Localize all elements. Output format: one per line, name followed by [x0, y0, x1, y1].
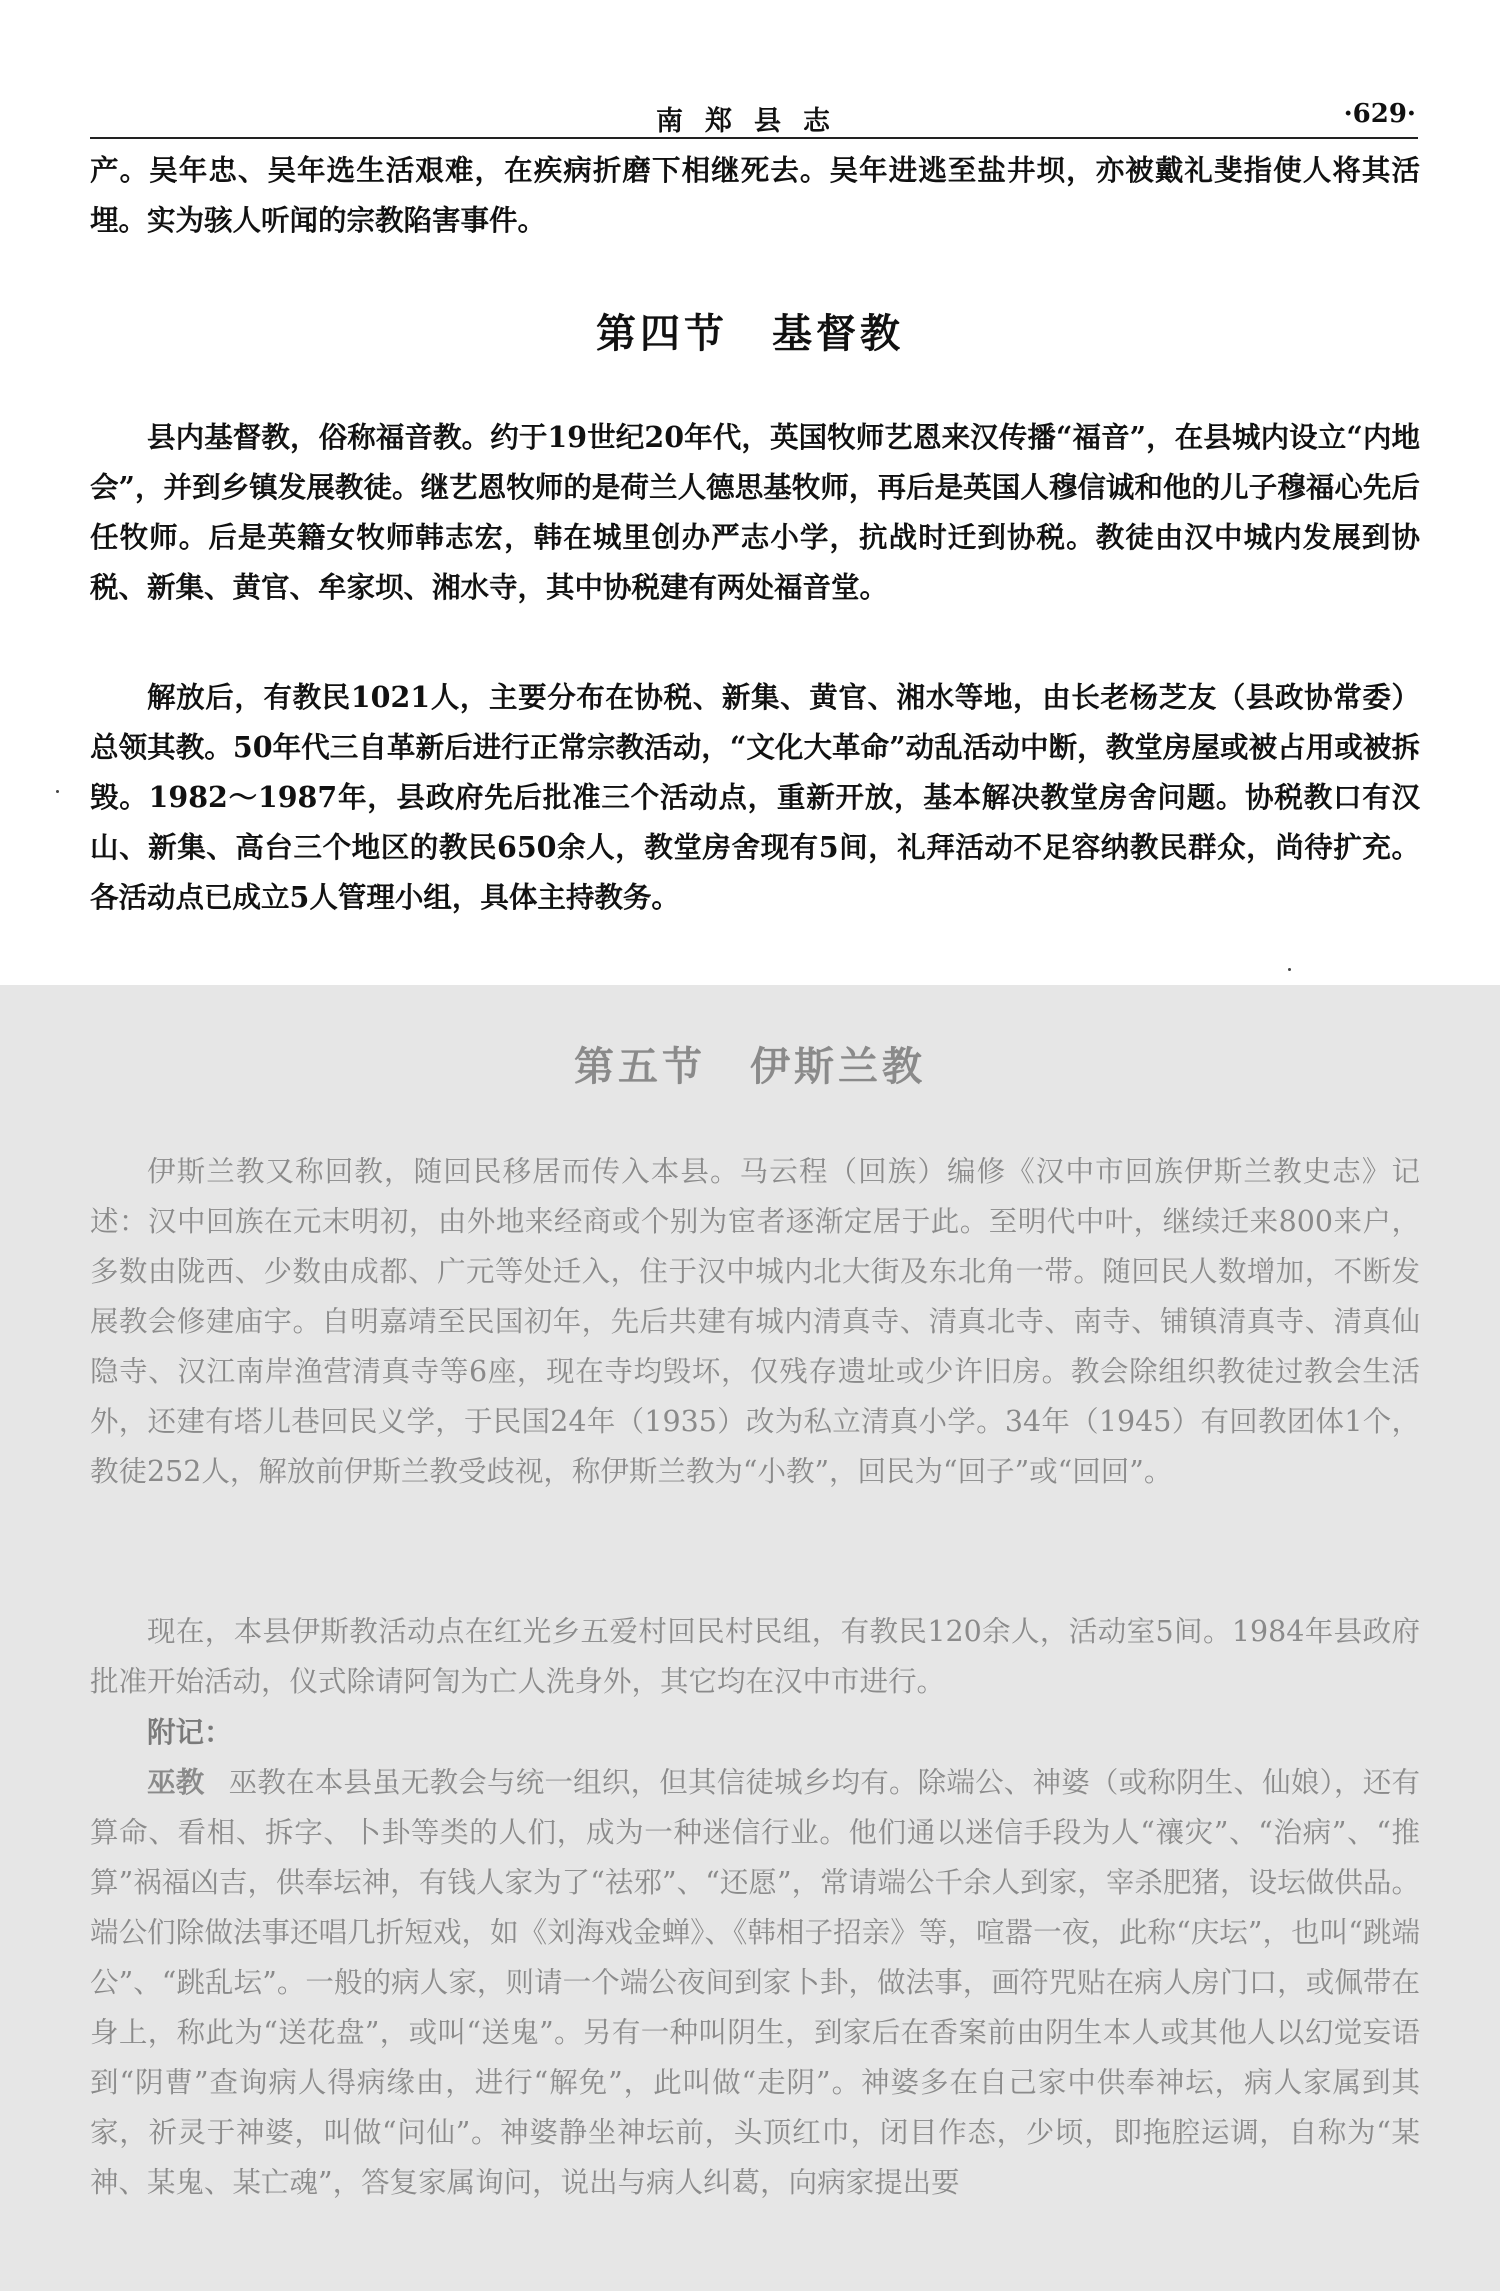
section-4-heading	[0, 302, 1500, 359]
scan-speck	[56, 790, 59, 793]
islam-paragraph-1: 伊斯兰教又称回教，随回民移居而传入本县。马云程（回族）编修《汉中市回族伊斯兰教史志》记述：汉中回族在元末明初，由外地来经商或个别为宦者逐渐定居于此。至明代中叶，继续迁来800来户，多数由陇西、少数由成都、广元等处迁入，住于汉中城内北大街及东北角一带。随回民人数增加，不断发展教会修建庙宇。自明嘉靖至民国初年，先后共建有城内清真寺、清真北寺、南寺、铺镇清真寺、清真仙隐寺、汉江南岸渔营清真寺等6座，现在寺均毁坏，仅残存遗址或少许旧房。教会除组织教徒过教会生活外，还建有塔儿巷回民义学，于民国24年（1935）改为私立清真小学。34年（1945）有回教团体1个，教徒252人，解放前伊斯兰教受歧视，称伊斯兰教为“小教”，回民为“回子”或“回回”。	[90, 1155, 1420, 1488]
appendix-label	[90, 1707, 1420, 1758]
scan-speck	[1288, 968, 1291, 971]
wu-religion-lead: 巫教	[147, 1765, 205, 1799]
section-5-number: 第五节	[574, 1043, 706, 1090]
continuation-paragraph: 产。吴年忠、吴年选生活艰难，在疾病折磨下相继死去。吴年进逃至盐井坝，亦被戴礼斐指使人将其活埋。实为骇人听闻的宗教陷害事件。	[90, 153, 1420, 237]
islam-paragraph-2: 现在，本县伊斯教活动点在红光乡五爱村回民村民组，有教民120余人，活动室5间。1984年县政府批准开始活动，仪式除请阿訇为亡人洗身外，其它均在汉中市进行。	[90, 1615, 1420, 1698]
christianity-paragraph-1: 县内基督教，俗称福音教。约于19世纪20年代，英国牧师艺恩来汉传播“福音”，在县城内设立“内地会”，并到乡镇发展教徒。继艺恩牧师的是荷兰人德思基牧师，再后是英国人穆信诚和他的儿子穆福心先后任牧师。后是英籍女牧师韩志宏，韩在城里创办严志小学，抗战时迁到协税。教徒由汉中城内发展到协税、新集、黄官、牟家坝、湘水寺，其中协税建有两处福音堂。	[90, 420, 1420, 604]
faded-scan-region	[0, 985, 1500, 2291]
wu-religion-text: 巫教在本县虽无教会与统一组织，但其信徒城乡均有。除端公、神婆（或称阴生、仙娘），还有算命、看相、拆字、卜卦等类的人们，成为一种迷信行业。他们通以迷信手段为人“禳灾”、“治病”、“推算”祸福凶吉，供奉坛神，有钱人家为了“祛邪”、“还愿”，常请端公千余人到家，宰杀肥猪，设坛做供品。端公们除做法事还唱几折短戏，如《刘海戏金蝉》、《韩相子招亲》等，喧嚣一夜，此称“庆坛”，也叫“跳端公”、“跳乱坛”。一般的病人家，则请一个端公夜间到家卜卦，做法事，画符咒贴在病人房门口，或佩带在身上，称此为“送花盘”，或叫“送鬼”。另有一种叫阴生，到家后在香案前由阴生本人或其他人以幻觉妄语到“阴曹”查询病人得病缘由，进行“解免”，此叫做“走阴”。神婆多在自己家中供奉神坛，病人家属到其家，祈灵于神婆，叫做“问仙”。神婆静坐神坛前，头顶红巾，闭目作态，少顷，即拖腔运调，自称为“某神、某鬼、某亡魂”，答复家属询问，说出与病人纠葛，向病家提出要	[90, 1766, 1420, 2199]
book-title: 南郑县志	[656, 106, 852, 137]
clear-scan-region	[0, 0, 1500, 985]
wu-religion-paragraph	[90, 1757, 1420, 2208]
section-4-number: 第四节	[596, 310, 728, 357]
running-header	[90, 97, 1418, 139]
christianity-paragraph-2: 解放后，有教民1021人，主要分布在协税、新集、黄官、湘水等地，由长老杨芝友（县政协常委）总领其教。50年代三自革新后进行正常宗教活动，“文化大革命”动乱活动中断，教堂房屋或被占用或被拆毁。1982～1987年，县政府先后批准三个活动点，重新开放，基本解决教堂房舍问题。协税教口有汉山、新集、高台三个地区的教民650余人，教堂房舍现有5间，礼拜活动不足容纳教民群众，尚待扩充。各活动点已成立5人管理小组，具体主持教务。	[90, 680, 1420, 914]
section-4-name: 基督教	[772, 310, 904, 357]
section-5-name: 伊斯兰教	[750, 1043, 926, 1090]
appendix-label-text: 附记：	[147, 1715, 233, 1749]
section-5-heading	[0, 1035, 1500, 1092]
page-number: ·629·	[1343, 99, 1416, 129]
